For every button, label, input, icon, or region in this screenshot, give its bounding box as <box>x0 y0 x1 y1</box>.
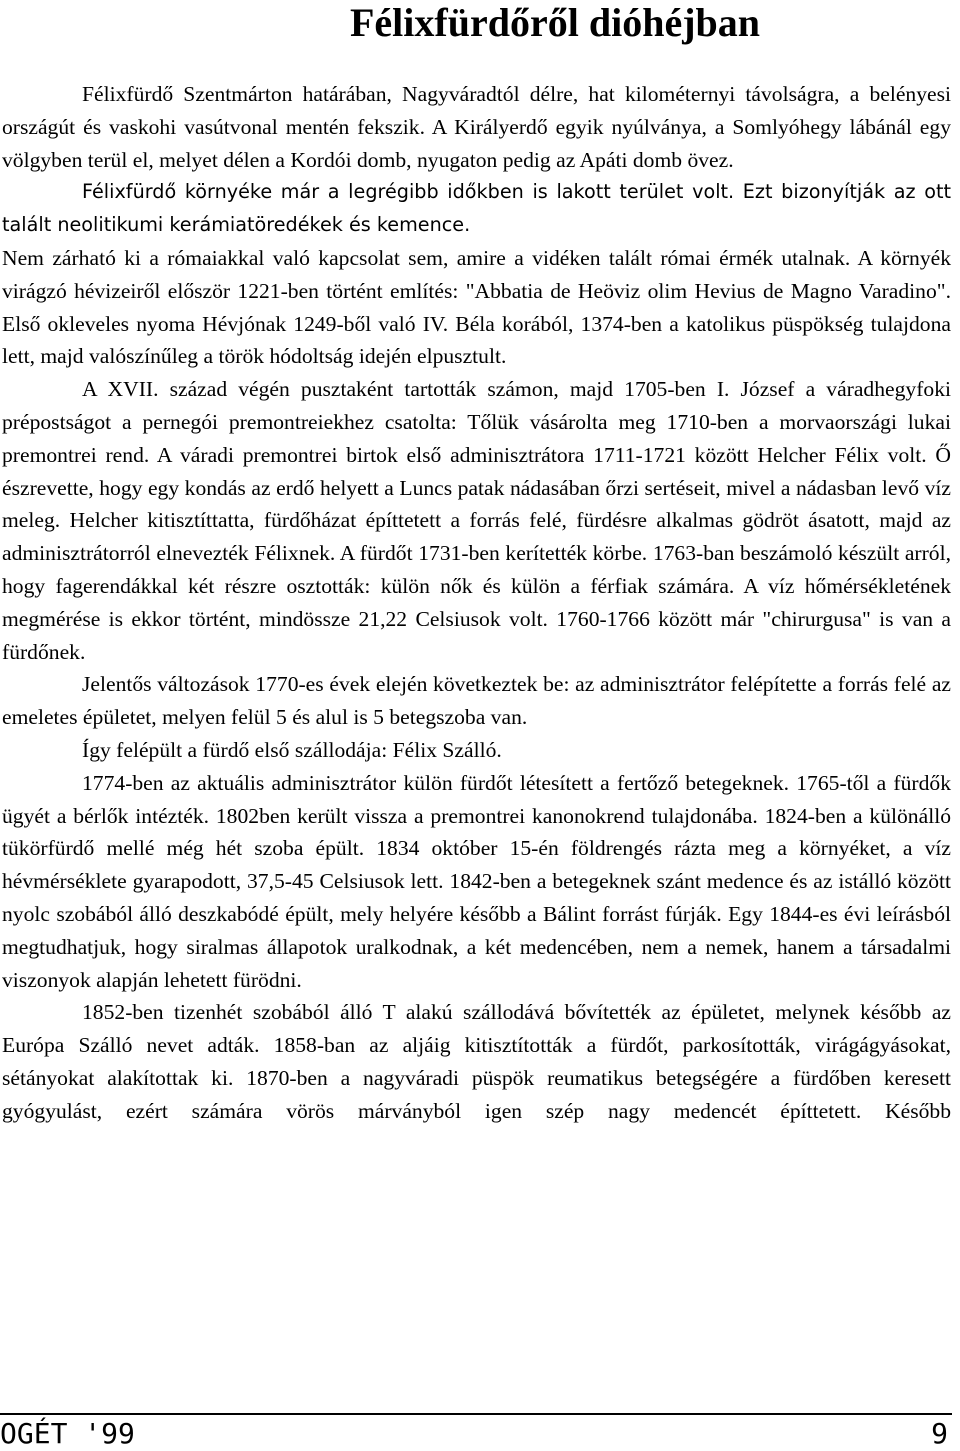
paragraph-19th-century: 1774-ben az aktuális adminisztrátor külön fürdőt létesített a fertőző betegeknek. 1765-től a fürdők ügyét a bérlők intézték. 1802ben került vissza a premontrei kanonokrend tulajdonába. 1824-ben a különálló tükörfürdő mellé még hét szoba épült. 1834 október 15-én földrengés rázta meg a környéket, a víz hévmérséklete gyarapodott, 37,5-45 Celsiusok lett. 1842-ben a betegeknek szánt medence és az istálló között nyolc szobából álló deszkabódé épült, mely helyére később a Bálint forrást fúrják. Egy 1844-es évi leírásból megtudhatjuk, hogy siralmas állapotok uralkodnak, a két medencében, nem a nemek, hanem a társadalmi viszonyok alapján lehetett fürödni. <box>2 770 951 992</box>
article-body <box>2 78 951 1128</box>
paragraph-europa-hotel: 1852-ben tizenhét szobából álló T alakú szállodává bővítették az épületet, melynek később az Európa Szálló nevet adták. 1858-ban az aljáig kitisztították a fürdőt, parkosították, virágágyásokat, sétányokat alakítottak ki. 1870-ben a nagyváradi püspök reumatikus betegségére a fürdőben keresett gyógyulást, ezért számára vörös márványból igen szép nagy medencét építtetett. Később <box>2 1000 951 1123</box>
page-number: 9 <box>931 1417 948 1450</box>
paragraph-first-hotel: Így felépült a fürdő első szállodája: Félix Szálló. <box>82 737 502 762</box>
page-title: Félixfürdőről dióhéjban <box>349 0 761 45</box>
paragraph-18th-century: A XVII. század végén pusztaként tartották számon, majd 1705-ben I. József a váradhegyfoki prépostságot a pernegói premontreiekhez csatolta: Tőlük vásárolta meg 1710-ben a morvaországi lukai premontrei rend. A váradi premontrei birtok első adminisztrátora 1711-1721 között Helcher Félix volt. Ő észrevette, hogy egy kondás az erdő helyett a Luncs patak nádasában őrzi sertéseit, mivel a nádasban levő víz meleg. Helcher kitisztíttatta, fürdőházat építtetett a forrás felé, fürdésre alkalmas gödröt ásatott, majd az adminisztrátorról elnevezték Félixnek. A fürdőt 1731-ben kerítették körbe. 1763-ban beszámoló készült arról, hogy fagerendákkal két részre osztották: külön nők és külön a férfiak számára. A víz hőmérsékletének megmérése is ekkor történt, mindössze 21,22 Celsiusok volt. 1760-1766 között már "chirurgusa" is van a fürdőnek. <box>2 377 951 664</box>
footer-publication: OGÉT '99 <box>0 1417 135 1450</box>
paragraph-1770s: Jelentős változások 1770-es évek elején következtek be: az adminisztrátor felépítette a forrás felé az emeletes épületet, melyen felül 5 és alul is 5 betegszoba van. <box>2 672 951 730</box>
paragraph-location: Félixfürdő Szentmárton határában, Nagyváradtól délre, hat kilométernyi távolságra, a belényesi országút és vaskohi vasútvonal mentén fekszik. A Királyerdő egyik nyúlványa, a Somlyóhegy lábánál egy völgyben terül el, melyet délen a Kordói domb, nyugaton pedig az Apáti domb övez. <box>2 82 951 172</box>
footer-divider <box>0 1413 952 1415</box>
paragraph-prehistory: Félixfürdő környéke már a legrégibb időkben is lakott terület volt. Ezt bizonyítják az ott talált neolitikumi kerámiatöredékek és kemence. <box>2 180 951 237</box>
paragraph-early-history: Nem zárható ki a rómaiakkal való kapcsolat sem, amire a vidéken talált római érmék utalnak. A környék virágzó hévizeiről először 1221-ben történt említés: "Abbatia de Heöviz olim Hevius de Magno Varadino". Első okleveles nyoma Hévjónak 1249-ből való IV. Béla korából, 1374-ben a katolikus püspökség tulajdona lett, majd valószínűleg a török hódoltság idején elpusztult. <box>2 245 951 369</box>
